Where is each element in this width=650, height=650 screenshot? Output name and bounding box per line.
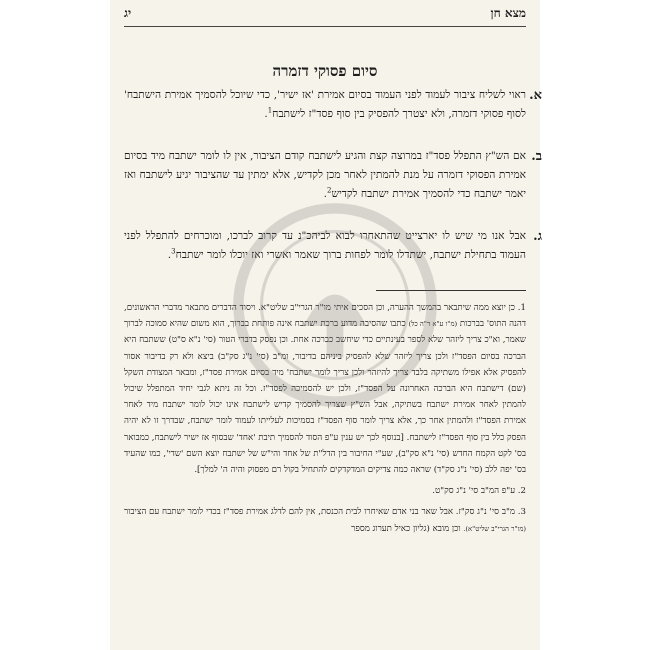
- page-number: יג: [124, 6, 132, 20]
- footnote-ref: 3: [171, 247, 176, 256]
- footnote-text: 1. כן יוצא ממה שיתבאר בהמשך ההערה, וכן הסכים איתי מו"ר הגרי"ב שליט"א. ויסוד הדברים מתבאר מדברי הראשונים, דהנה התוס' בברכות: [124, 303, 527, 330]
- footnote-3: [124, 504, 526, 536]
- running-title: מצא חן: [490, 6, 526, 20]
- paragraph-letter: ב.: [531, 149, 542, 164]
- paragraph-text: ראוי לשליח ציבור לעמוד לפני העמוד בסיום אמירת 'אז ישיר', כדי שיוכל להסמיך אמירת הישתבח' לסוף פסוקי דזמרה, ולא יצטרך להפסיק בין סוף פסד"ז לישתבח: [124, 89, 526, 120]
- footnotes: [124, 300, 526, 542]
- footnote-source: (מו"ר הגרי"ב שליט"א).: [463, 524, 526, 533]
- paragraph-text: אם הש"ץ התפלל פסד"ז במרוצה קצת והגיע לישתבח קודם הציבור, אין לו לומר ישתבח מיד בסיום אמירת הפסוקי דזמרה על מנת להמתין לאחר מכן לקדיש, אלא ימתין עד שהציבור יגיע לישתבח ואז יאמר ישתבח כדי להסמיך אמירת ישתבח לקדיש: [124, 150, 526, 200]
- paragraph-a: א. ראוי לשליח ציבור לעמוד לפני העמוד בסיום אמירת 'אז ישיר', כדי שיוכל להסמיך אמירת הישתבח' לסוף פסוקי דזמרה, ולא יצטרך להפסיק בין סוף פסד"ז לישתבח$^1$.: [124, 88, 542, 120]
- footnote-text: וכן מובא (גליון כאיל תערוג מספר: [351, 523, 461, 534]
- paragraph-text: אבל אנו מי שיש לו יארצייט שהתאחרו לבוא לביהכ"נ עד קרוב לברכו, ומוכרחים להתפלל לפני העמוד בתחילת ישתבח, ישתדלו לומר לפחות ברוך שאמר ואשרי ואז יוכלו לומר ישתבח: [124, 230, 526, 261]
- document-page: [110, 0, 540, 650]
- section-title: סיום פסוקי דזמרה: [272, 62, 378, 80]
- footnote-1: [124, 300, 526, 478]
- paragraph-letter: ג.: [533, 229, 542, 244]
- page-header: [124, 6, 526, 27]
- paragraph-c: ג. אבל אנו מי שיש לו יארצייט שהתאחרו לבוא לביהכ"נ עד קרוב לברכו, ומוכרחים להתפלל לפני העמוד בתחילת ישתבח, ישתדלו לומר לפחות ברוך שאמר ואשרי ואז יוכלו לומר ישתבח$^3$.: [124, 229, 542, 261]
- footnote-text: 2. ע"פ המ"ב סי' נ"ג סק"ט.: [432, 486, 526, 497]
- footnote-ref: 2: [327, 186, 332, 195]
- footnote-2: [124, 483, 526, 499]
- footnote-text: כתבו שהסיבה מדוע ברכת ישתבח אינה פותחת בברוך, הוא משום שהיא סמוכה לברוך שאמר, וא"כ צריך ליזהר שלא לספר בעינתיים כדי שיחשב כברכה אחת. וכן נפסק בדברי הטור (סי' נ"א ס"ט) ששתבח היא הברכה בסיום הפסד"ז ולכן צריך ליזהר שלא להפסיק ביניהם בדיבור, ומ"ב (סי' נ"ג סק"ב) ביצא ולא רק בדיבור אסור להפסיק אלא אפילו משתיקה בלבד צריך להיזהר ולכן צריך לומר ישתבח' מיד בסיום אמירת פסד"ז, ומבאר המצודת השקל (שם) דישתבח היא הברכה האחרונה על הפסד"ז, ולכן יש להסמיכה לפסד"ז. וכל זה ניתא לגבי יחיד המתפלל שיכול להמתין לאחר אמירת ישתבח בשתיקה, אבל הש"ץ שצריך להסמיך קדיש לישתבח אינו יכול לומר ישתבח מיד לאחר אמירת הפסד"ז ולהמתין אחר כך, אלא צריך לומר סוף הפסד"ז בסמיכות לעלייתו לעמוד לומר ישתבח, שבדרך זו לא יהיה הפסק כלל בין סוף הפסד"ז לישתבח. [בנוסף לכך יש ענין ע"פ הסוד להסמיך תיבת 'אחד' שבסוף אז ישיר לישתבח, כמבואר בס' לקט הקמח החדש (סי' נ"א סק"ב), שע"י החיבור בין הדל"ת של אחד והי"ש של ישתבח יוצא השם 'שדי', כמו שהעיד בס' יפה ללב (סי' נ"ג סק"ד) שראה כמה צדיקים המדקדקים להתחיל בקול רם מפסוק והיה ה' למלך].: [124, 319, 526, 476]
- footnote-divider: [376, 290, 526, 291]
- paragraph-b: ב. אם הש"ץ התפלל פסד"ז במרוצה קצת והגיע לישתבח קודם הציבור, אין לו לומר ישתבח מיד בסיום אמירת הפסוקי דזמרה על מנת להמתין לאחר מכן לקדיש, אלא ימתין עד שהציבור יגיע לישתבח ואז יאמר ישתבח כדי להסמיך אמירת ישתבח לקדיש$^2$.: [124, 149, 542, 200]
- paragraph-letter: א.: [529, 88, 542, 103]
- footnote-text: 3. מ"ב סי' נ"ג סק"ז. אבל שאר בני אדם שאיחרו לבית הכנסת, אין להם לדלג אמירת פסד"ז בכדי לומר ישתבח עם הציבור: [124, 507, 526, 518]
- footnote-source: (מ"ו ע"א ד"ה כל): [408, 320, 458, 329]
- footnote-ref: 1: [267, 106, 273, 115]
